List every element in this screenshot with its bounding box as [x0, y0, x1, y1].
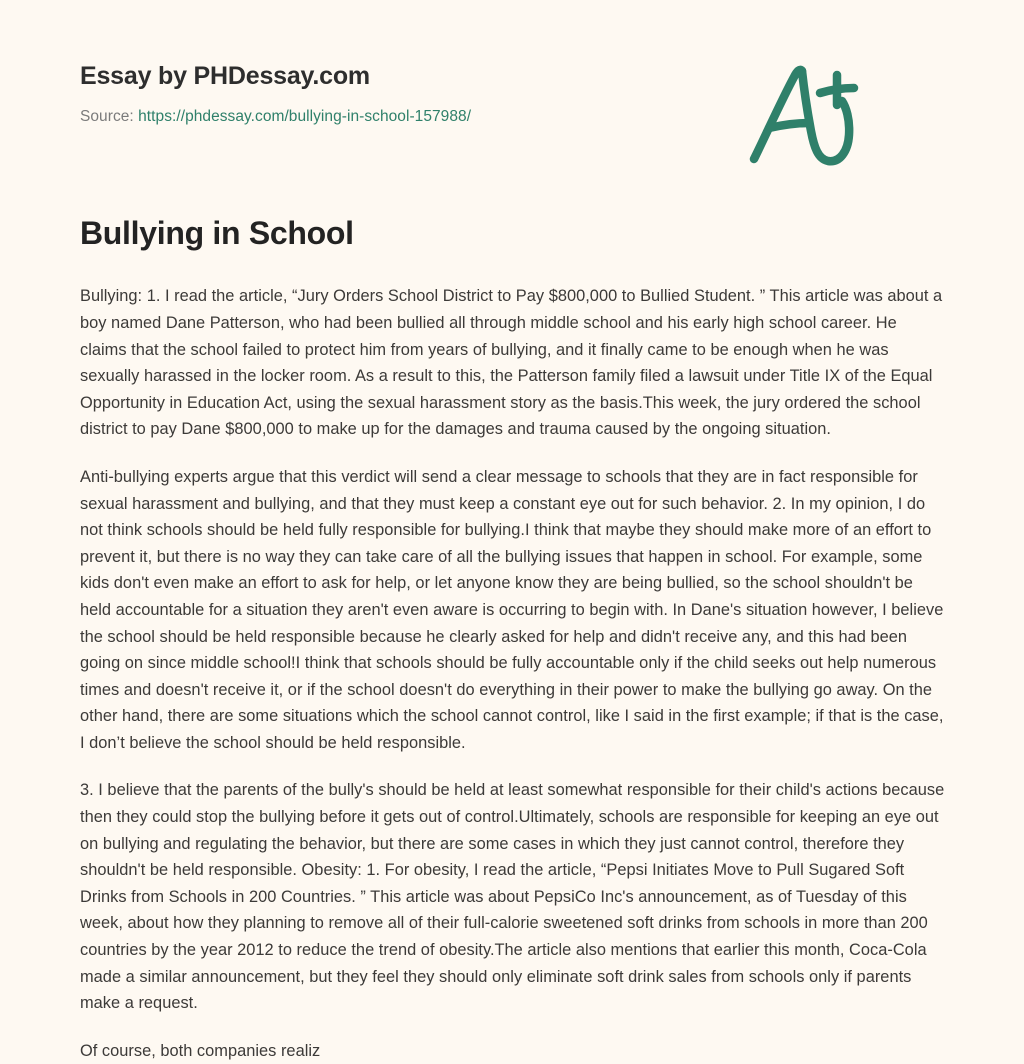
aplus-logo-icon — [742, 55, 872, 175]
essay-body — [80, 283, 946, 1064]
brand-title: Essay by PHDessay.com — [80, 62, 370, 90]
page-header — [80, 0, 944, 130]
source-label: Source: — [80, 107, 134, 125]
essay-paragraph: Of course, both companies realiz — [80, 1041, 321, 1060]
page-title: Bullying in School — [80, 215, 354, 251]
essay-paragraph: Anti-bullying experts argue that this verdict will send a clear message to schools that they are in fact responsible for sexual harassment and bullying, and that they must keep a constant eye out for such behavior. 2. In my opinion, I do not think schools should be held fully responsible for bullying.I think that maybe they should make more of an effort to prevent it, but there is no way they can take care of all the bullying issues that happen in school. For example, some kids don't even make an effort to ask for help, or let anyone know they are being bullied, so the school shouldn't be held accountable for a situation they aren't even aware is occurring to begin with. In Dane's situation however, I believe the school should be held responsible because he clearly asked for help and didn't receive any, and this had been going on since middle school!I think that schools should be fully accountable only if the child seeks out help numerous times and doesn't receive it, or if the school doesn't do everything in their power to make the bullying go away. On the other hand, there are some situations which the school cannot control, like I said in the first example; if that is the case, I don’t believe the school should be held responsible. — [80, 467, 944, 752]
essay-paragraph: 3. I believe that the parents of the bully's should be held at least somewhat responsible for their child's actions because then they could stop the bullying before it gets out of control.Ultimately, schools are responsible for keeping an eye out on bullying and regulating the behavior, but there are some cases in which they just cannot control, therefore they shouldn't be held responsible. Obesity: 1. For obesity, I read the article, “Pepsi Initiates Move to Pull Sugared Soft Drinks from Schools in 200 Countries. ” This article was about PepsiCo Inc's announcement, as of Tuesday of this week, about how they planning to remove all of their full-calorie sweetened soft drinks from schools in more than 200 countries by the year 2012 to reduce the trend of obesity.The article also mentions that earlier this month, Coca-Cola made a similar announcement, but they feel they should only eliminate soft drink sales from schools only if parents make a request. — [80, 781, 945, 1013]
source-url-link[interactable]: https://phdessay.com/bullying-in-school-157988/ — [138, 107, 472, 125]
essay-paragraph: Bullying: 1. I read the article, “Jury Orders School District to Pay $800,000 to Bullied Student. ” This article was about a boy named Dane Patterson, who had been bullied all through middle school and his early high school career. He claims that the school failed to protect him from years of bullying, and it finally came to be enough when he was sexually harassed in the locker room. As a result to this, the Patterson family filed a lawsuit under Title IX of the Equal Opportunity in Education Act, using the sexual harassment story as the basis.This week, the jury ordered the school district to pay Dane $800,000 to make up for the damages and trauma caused by the ongoing situation. — [80, 287, 943, 439]
